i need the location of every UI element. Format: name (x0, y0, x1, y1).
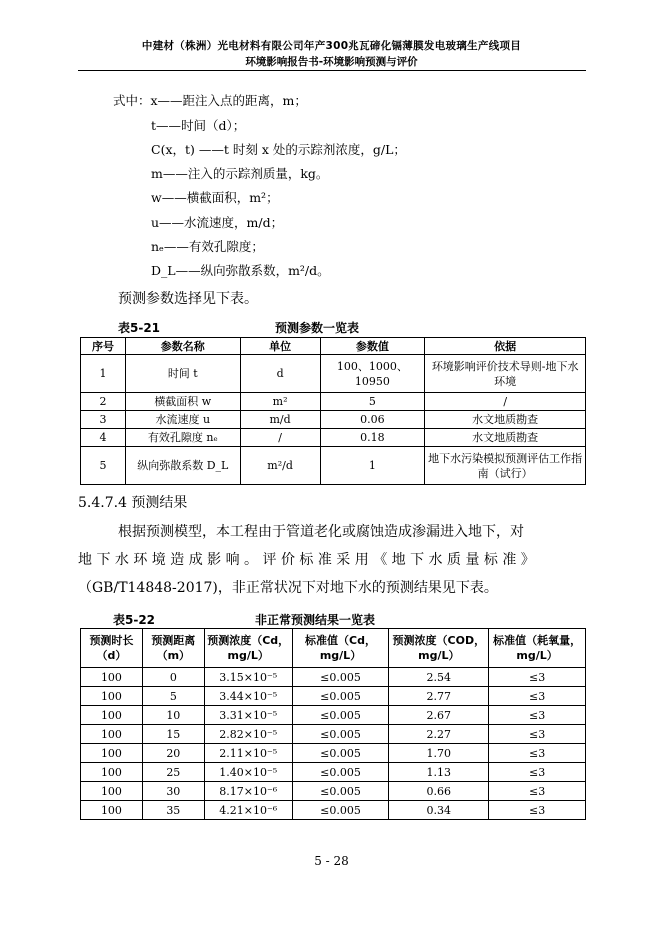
param-table-cell: 5 (81, 447, 126, 485)
results-table-cell: 100 (81, 687, 143, 706)
def-x: 式中：x——距注入点的距离，m； (113, 93, 307, 108)
def-c: C(x，t) ——t 时刻 x 处的示踪剂浓度，g/L； (151, 142, 406, 157)
results-table-cell: 2.67 (389, 706, 489, 725)
param-table-cell: d (240, 355, 320, 393)
results-table-cell: 100 (81, 763, 143, 782)
results-table-cell: 100 (81, 782, 143, 801)
results-table-cell: ≤3 (489, 687, 586, 706)
results-table-cell: 100 (81, 744, 143, 763)
def-u: u——水流速度，m/d； (151, 215, 284, 230)
table-row (81, 393, 586, 411)
para-line-3: （GB/T14848-2017)，非正常状况下对地下水的预测结果见下表。 (78, 580, 498, 596)
section-heading: 5.4.7.4 预测结果 (78, 495, 188, 511)
results-table-cell: ≤3 (489, 668, 586, 687)
table-row (81, 763, 586, 782)
results-table-cell: 25 (142, 763, 204, 782)
param-table-cell: / (425, 393, 586, 411)
results-table-header-3: 标准值（Cd，mg/L） (292, 629, 389, 668)
para-line-1: 根据预测模型，本工程由于管道老化或腐蚀造成渗漏进入地下，对 (118, 524, 524, 540)
table-row (81, 801, 586, 820)
results-table-cell: 100 (81, 801, 143, 820)
results-table-cell: 5 (142, 687, 204, 706)
results-table-cell: ≤0.005 (292, 706, 389, 725)
param-table-header-3: 参数值 (320, 338, 425, 355)
results-table-cell: ≤0.005 (292, 725, 389, 744)
results-table-cell: 3.31×10⁻⁵ (204, 706, 292, 725)
results-table-header-1: 预测距离（m） (142, 629, 204, 668)
results-table-cell: 35 (142, 801, 204, 820)
table-row (81, 687, 586, 706)
results-table-cell: ≤3 (489, 725, 586, 744)
results-table-cell: 10 (142, 706, 204, 725)
results-table-cell: 0.66 (389, 782, 489, 801)
results-table-cell: 3.15×10⁻⁵ (204, 668, 292, 687)
param-table (80, 337, 586, 485)
intro-text: 预测参数选择见下表。 (118, 291, 258, 307)
results-table-cell: 20 (142, 744, 204, 763)
results-table-cell: ≤3 (489, 706, 586, 725)
table1-number: 表5-21 (118, 321, 161, 335)
param-table-cell: 地下水污染模拟预测评估工作指南（试行） (425, 447, 586, 485)
header-subtitle: 环境影响报告书-环境影响预测与评价 (245, 56, 418, 68)
param-table-cell: 水流速度 u (125, 411, 240, 429)
results-table-cell: 2.27 (389, 725, 489, 744)
def-dl: D_L——纵向弥散系数，m²/d。 (151, 263, 330, 278)
param-table-cell: 2 (81, 393, 126, 411)
param-table-cell: 0.06 (320, 411, 425, 429)
table1-title: 预测参数一览表 (275, 321, 360, 335)
results-table-cell: ≤0.005 (292, 744, 389, 763)
def-m: m——注入的示踪剂质量，kg。 (151, 166, 329, 181)
table-row (81, 447, 586, 485)
param-table-cell: 4 (81, 429, 126, 447)
results-table-header-5: 标准值（耗氧量，mg/L） (489, 629, 586, 668)
table-row (81, 668, 586, 687)
param-table-header-0: 序号 (81, 338, 126, 355)
param-table-cell: m²/d (240, 447, 320, 485)
results-table-cell: 100 (81, 706, 143, 725)
table-row (81, 355, 586, 393)
param-table-cell: 水文地质勘查 (425, 411, 586, 429)
para-line-2: 地 下 水 环 境 造 成 影 响 。 评 价 标 准 采 用 《 地 下 水 质 量 标 准 》 (78, 552, 535, 568)
def-ne: nₑ——有效孔隙度； (151, 239, 264, 254)
results-table-cell: ≤0.005 (292, 801, 389, 820)
results-table-header-2: 预测浓度（Cd，mg/L） (204, 629, 292, 668)
param-table-cell: 纵向弥散系数 D_L (125, 447, 240, 485)
param-table-cell: 环境影响评价技术导则-地下水环境 (425, 355, 586, 393)
results-table-cell: ≤3 (489, 782, 586, 801)
results-table-cell: 1.70 (389, 744, 489, 763)
param-table-header-2: 单位 (240, 338, 320, 355)
param-table-cell: 100、1000、10950 (320, 355, 425, 393)
results-table-cell: ≤3 (489, 744, 586, 763)
results-table-cell: 8.17×10⁻⁶ (204, 782, 292, 801)
results-table-header-4: 预测浓度（COD，mg/L） (389, 629, 489, 668)
param-table-cell: m² (240, 393, 320, 411)
results-table-cell: 100 (81, 668, 143, 687)
results-table-cell: 15 (142, 725, 204, 744)
table-row (81, 411, 586, 429)
param-table-cell: 1 (320, 447, 425, 485)
table2-number: 表5-22 (113, 613, 156, 627)
results-table-cell: ≤0.005 (292, 782, 389, 801)
param-table-cell: 0.18 (320, 429, 425, 447)
results-table-cell: ≤3 (489, 763, 586, 782)
results-table-cell: 2.77 (389, 687, 489, 706)
param-table-cell: 5 (320, 393, 425, 411)
results-table-cell: ≤3 (489, 801, 586, 820)
table2-title: 非正常预测结果一览表 (255, 613, 376, 627)
param-table-cell: 有效孔隙度 nₑ (125, 429, 240, 447)
table-row (81, 429, 586, 447)
results-table-cell: 30 (142, 782, 204, 801)
header-divider (78, 70, 586, 71)
page-number: 5 - 28 (314, 854, 349, 868)
results-table-cell: 0.34 (389, 801, 489, 820)
results-table-cell: 0 (142, 668, 204, 687)
results-table-cell: 1.40×10⁻⁵ (204, 763, 292, 782)
results-table-header-0: 预测时长（d） (81, 629, 143, 668)
results-table-cell: ≤0.005 (292, 668, 389, 687)
param-table-cell: 时间 t (125, 355, 240, 393)
results-table (80, 628, 586, 820)
param-table-cell: 横截面积 w (125, 393, 240, 411)
param-table-cell: 3 (81, 411, 126, 429)
results-table-cell: 1.13 (389, 763, 489, 782)
results-table-cell: 2.11×10⁻⁵ (204, 744, 292, 763)
results-table-cell: 3.44×10⁻⁵ (204, 687, 292, 706)
param-table-cell: 1 (81, 355, 126, 393)
param-table-cell: 水文地质勘查 (425, 429, 586, 447)
param-table-cell: / (240, 429, 320, 447)
table-row (81, 782, 586, 801)
param-table-cell: m/d (240, 411, 320, 429)
results-table-cell: ≤0.005 (292, 687, 389, 706)
def-w: w——横截面积，m²； (151, 190, 279, 205)
table-row (81, 725, 586, 744)
param-table-header-4: 依据 (425, 338, 586, 355)
results-table-cell: 100 (81, 725, 143, 744)
results-table-cell: 2.54 (389, 668, 489, 687)
param-table-header-1: 参数名称 (125, 338, 240, 355)
results-table-cell: 2.82×10⁻⁵ (204, 725, 292, 744)
header-title: 中建材（株洲）光电材料有限公司年产300兆瓦碲化镉薄膜发电玻璃生产线项目 (141, 40, 522, 52)
def-t: t——时间（d）； (151, 118, 246, 133)
table-row (81, 744, 586, 763)
results-table-cell: 4.21×10⁻⁶ (204, 801, 292, 820)
results-table-cell: ≤0.005 (292, 763, 389, 782)
table-row (81, 706, 586, 725)
